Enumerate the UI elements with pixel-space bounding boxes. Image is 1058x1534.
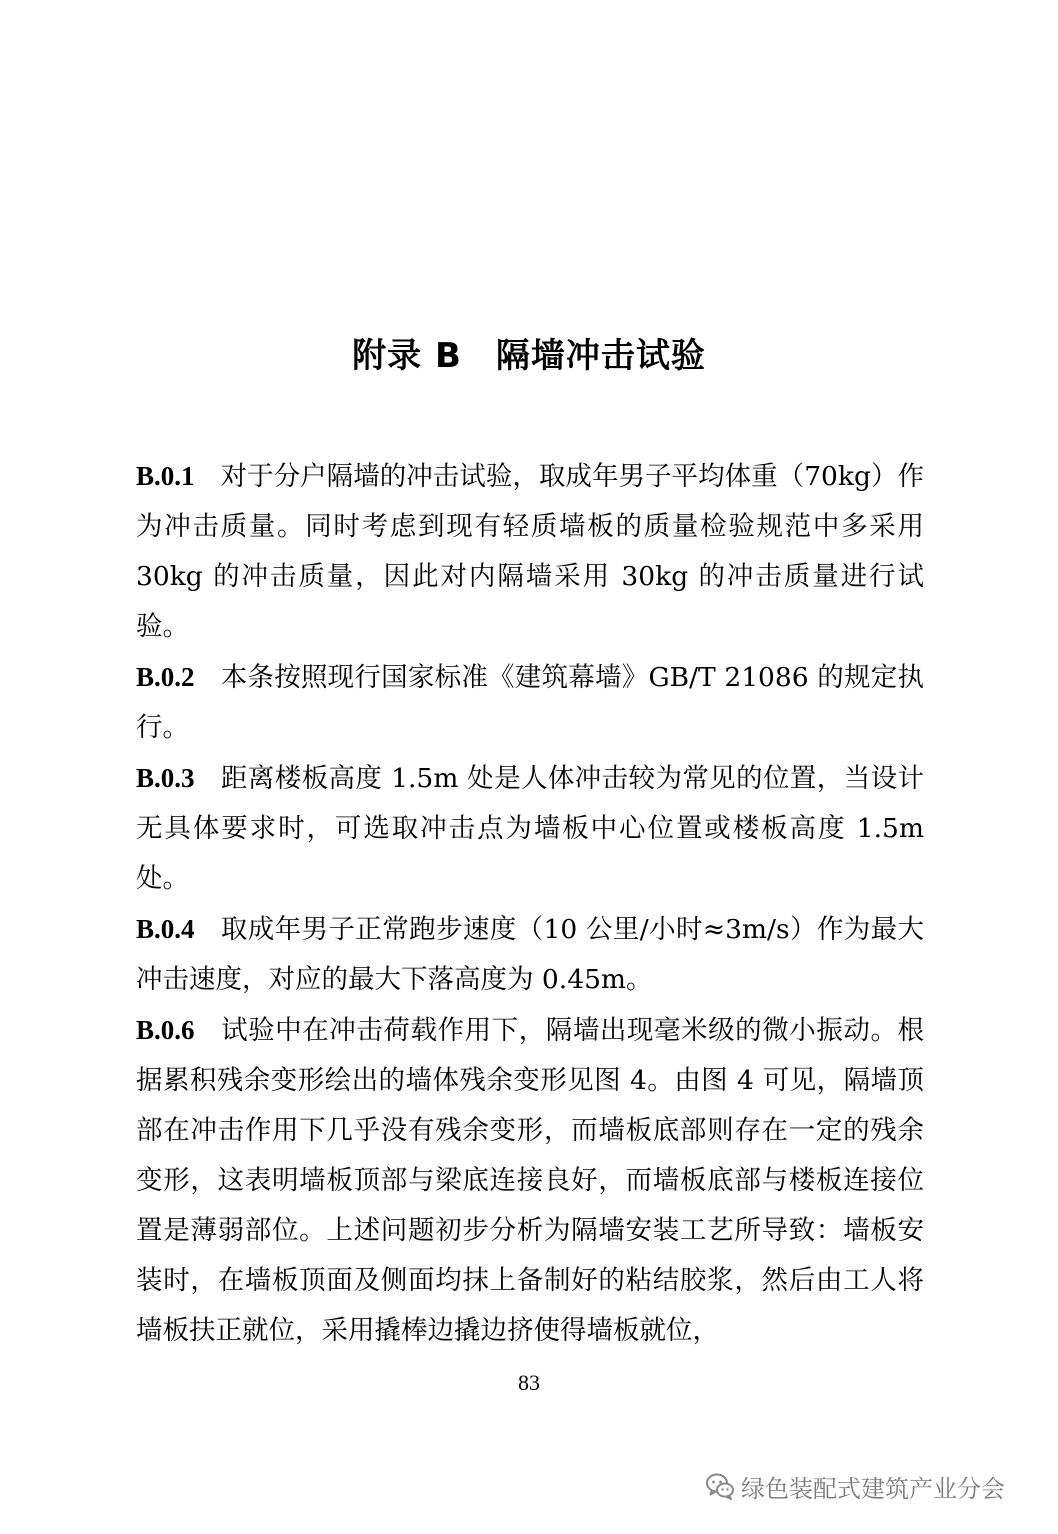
watermark-text: 绿色装配式建筑产业分会 [741,1474,1005,1503]
clause-number: B.0.1 [136,461,195,491]
clause-b02 [136,652,924,753]
clause-number: B.0.4 [136,914,195,944]
clause-text: 试验中在冲击荷载作用下，隔墙出现毫米级的微小振动。根据累积残余变形绘出的墙体残余变形见图 4。由图 4 可见，隔墙顶部在冲击作用下几乎没有残余变形，而墙板底部则存在一定的残余变形，这表明墙板顶部与梁底连接良好，而墙板底部与楼板连接位置是薄弱部位。上述问题初步分析为隔墙安装工艺所导致：墙板安装时，在墙板顶面及侧面均抹上备制好的粘结胶浆，然后由工人将墙板扶正就位，采用撬棒边撬边挤使得墙板就位， [136,1015,924,1346]
watermark [705,1468,1005,1504]
wechat-icon [705,1471,735,1501]
clause-text: 取成年男子正常跑步速度（10 公里/小时≈3m/s）作为最大冲击速度，对应的最大下落高度为 0.45m。 [136,914,924,995]
page-title [0,328,1058,377]
clause-text: 对于分户隔墙的冲击试验，取成年男子平均体重（70kg）作为冲击质量。同时考虑到现有轻质墙板的质量检验规范中多采用 30kg 的冲击质量，因此对内隔墙采用 30kg 的冲击质量进行试验。 [136,461,924,642]
clause-number: B.0.3 [136,763,195,793]
clause-b01 [136,451,924,652]
clause-b03 [136,753,924,904]
clause-b04 [136,904,924,1005]
appendix-title: 隔墙冲击试验 [495,335,706,376]
clause-number: B.0.6 [136,1015,195,1045]
clause-text: 本条按照现行国家标准《建筑幕墙》GB/T 21086 的规定执行。 [136,662,924,743]
clause-text: 距离楼板高度 1.5m 处是人体冲击较为常见的位置，当设计无具体要求时，可选取冲击点为墙板中心位置或楼板高度 1.5m 处。 [136,763,924,894]
clause-number: B.0.2 [136,662,195,692]
clause-b06 [136,1005,924,1356]
page-number: 83 [518,1370,540,1395]
appendix-label: 附录 B [352,335,462,376]
document-body [136,451,924,1356]
